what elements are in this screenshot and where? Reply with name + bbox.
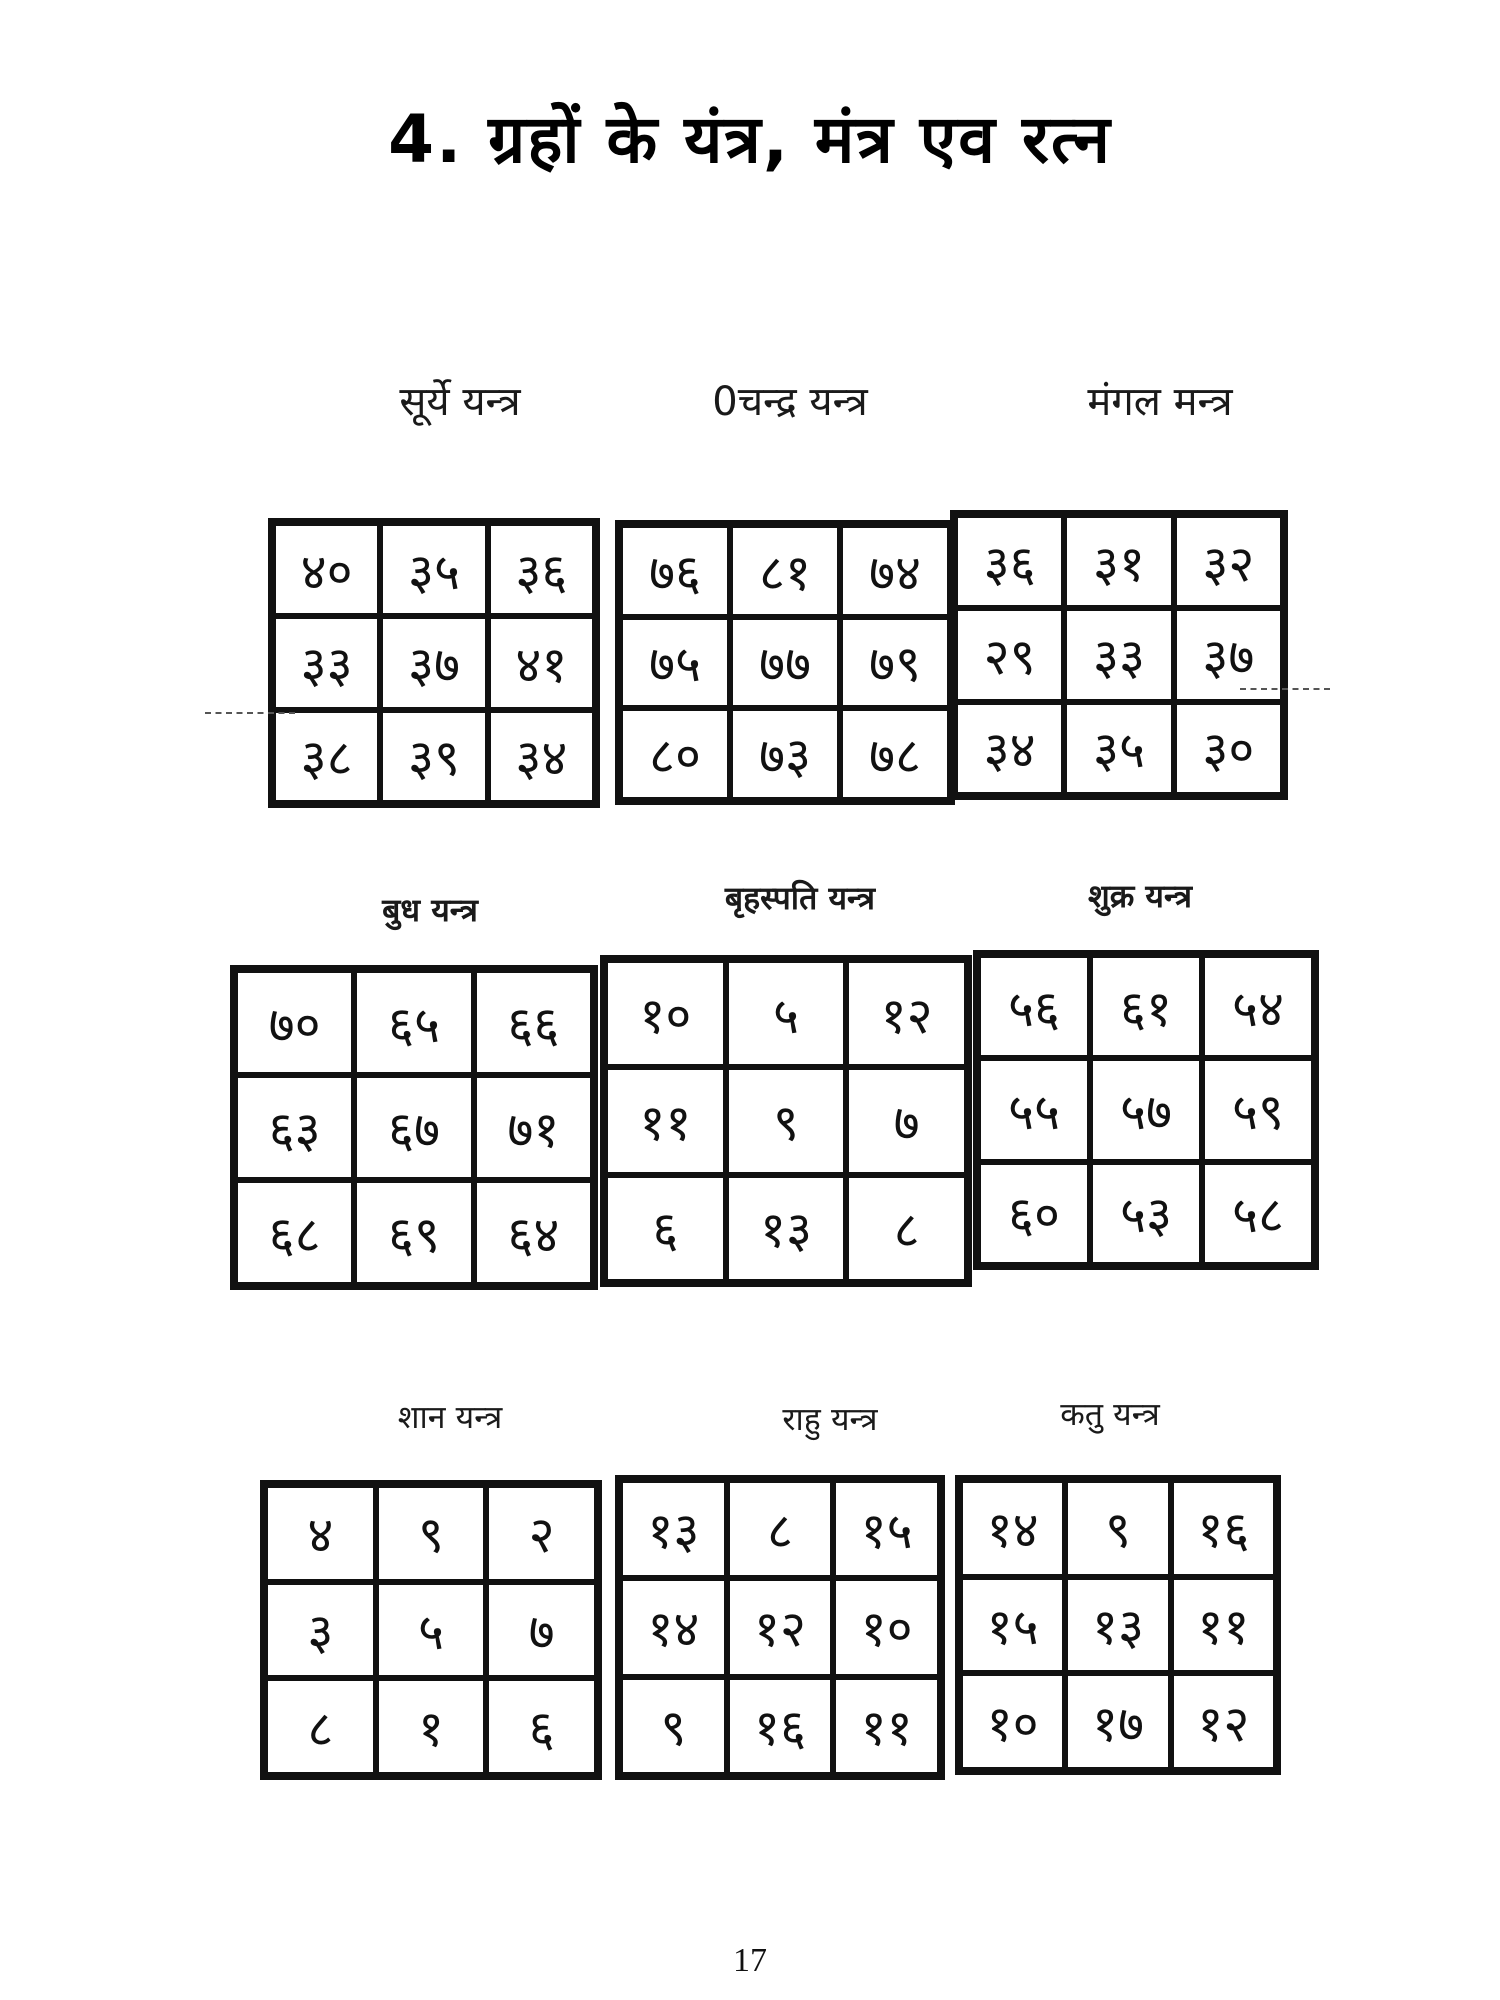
yantra-cell: ११ (605, 1067, 726, 1174)
yantra-cell: ७६ (620, 525, 730, 617)
yantra-cell: १४ (620, 1578, 727, 1676)
yantra-cell: १४ (960, 1480, 1065, 1577)
yantra-cell: ६८ (235, 1180, 354, 1285)
yantra-cell: ९ (726, 1067, 847, 1174)
yantra-grid-mangal (950, 510, 1288, 800)
page-number: 17 (733, 1942, 767, 1979)
yantra-cell: ६० (978, 1162, 1090, 1265)
yantra-cell: ६३ (235, 1075, 354, 1180)
yantra-cell: ८ (265, 1678, 376, 1775)
yantra-cell: ७७ (730, 617, 840, 709)
yantra-label-chandra: 0चन्द्र यन्त्र (712, 379, 868, 425)
yantra-cell: १२ (727, 1578, 834, 1676)
yantra-cell: २९ (955, 608, 1064, 701)
yantra-cell: ५३ (1090, 1162, 1202, 1265)
yantra-cell: ३६ (488, 523, 595, 616)
yantra-cell: ३५ (1064, 702, 1173, 795)
yantra-label-brihaspati: बृहस्पति यन्त्र (724, 879, 876, 917)
yantra-cell: ६ (486, 1678, 597, 1775)
yantra-cell: ३८ (273, 710, 380, 803)
yantra-cell: ८ (846, 1175, 967, 1282)
yantra-cell: ९ (1065, 1480, 1170, 1577)
yantra-cell: ६९ (354, 1180, 473, 1285)
yantra-label-budh: बुध यन्त्र (382, 891, 478, 929)
yantra-cell: ३५ (380, 523, 487, 616)
yantra-cell: १० (605, 960, 726, 1067)
yantra-grid-ketu (955, 1475, 1281, 1775)
yantra-cell: ३४ (488, 710, 595, 803)
yantra-cell: २ (486, 1485, 597, 1582)
yantra-cell: ७४ (840, 525, 950, 617)
yantra-cell: १३ (1065, 1577, 1170, 1674)
yantra-cell: ७८ (840, 708, 950, 800)
yantra-cell: ७१ (474, 1075, 593, 1180)
yantra-cell: ५९ (1202, 1058, 1314, 1161)
yantra-label-shani: शान यन्त्र (397, 1398, 503, 1436)
yantra-grid-rahu (615, 1475, 945, 1780)
yantra-cell: ३२ (1174, 515, 1283, 608)
yantra-cell: १३ (726, 1175, 847, 1282)
yantra-grid-shani (260, 1480, 602, 1780)
yantra-cell: १३ (620, 1480, 727, 1578)
yantra-cell: १५ (833, 1480, 940, 1578)
page-title: 4. ग्रहों के यंत्र, मंत्र एव रत्न (388, 101, 1112, 178)
yantra-cell: ७५ (620, 617, 730, 709)
yantra-grid-surya (268, 518, 600, 808)
yantra-cell: ५६ (978, 955, 1090, 1058)
yantra-cell: ६७ (354, 1075, 473, 1180)
yantra-cell: ६१ (1090, 955, 1202, 1058)
yantra-cell: ३९ (380, 710, 487, 803)
yantra-cell: ७० (235, 970, 354, 1075)
yantra-cell: ६ (605, 1175, 726, 1282)
yantra-cell: ५५ (978, 1058, 1090, 1161)
yantra-cell: ६५ (354, 970, 473, 1075)
yantra-cell: ५ (376, 1582, 487, 1679)
yantra-cell: ३३ (1064, 608, 1173, 701)
yantra-label-surya: सूर्ये यन्त्र (399, 379, 521, 425)
yantra-cell: १० (960, 1673, 1065, 1770)
yantra-cell: ४१ (488, 616, 595, 709)
yantra-cell: १६ (727, 1677, 834, 1775)
yantra-cell: ७३ (730, 708, 840, 800)
yantra-cell: ७ (846, 1067, 967, 1174)
yantra-cell: ५७ (1090, 1058, 1202, 1161)
yantra-cell: ३७ (1174, 608, 1283, 701)
yantra-cell: १७ (1065, 1673, 1170, 1770)
yantra-cell: ४ (265, 1485, 376, 1582)
yantra-label-rahu: राहु यन्त्र (782, 1400, 878, 1438)
yantra-grid-budh (230, 965, 598, 1290)
yantra-cell: १ (376, 1678, 487, 1775)
yantra-cell: ३० (1174, 702, 1283, 795)
yantra-grid-brihaspati (600, 955, 972, 1287)
yantra-cell: ८ (727, 1480, 834, 1578)
yantra-cell: ११ (1171, 1577, 1276, 1674)
yantra-cell: १६ (1171, 1480, 1276, 1577)
scan-artefact-line (205, 712, 295, 714)
yantra-cell: ५४ (1202, 955, 1314, 1058)
yantra-cell: ११ (833, 1677, 940, 1775)
yantra-grid-chandra (615, 520, 955, 805)
yantra-cell: ६४ (474, 1180, 593, 1285)
yantra-cell: ५८ (1202, 1162, 1314, 1265)
yantra-cell: ८० (620, 708, 730, 800)
yantra-cell: ६६ (474, 970, 593, 1075)
yantra-cell: ३६ (955, 515, 1064, 608)
yantra-label-ketu: कतु यन्त्र (1060, 1395, 1160, 1433)
scan-artefact-line (1240, 688, 1330, 690)
yantra-cell: १२ (846, 960, 967, 1067)
yantra-cell: ५ (726, 960, 847, 1067)
yantra-label-mangal: मंगल मन्त्र (1087, 379, 1233, 425)
yantra-cell: ३ (265, 1582, 376, 1679)
yantra-cell: ७९ (840, 617, 950, 709)
yantra-cell: ८१ (730, 525, 840, 617)
yantra-cell: ३३ (273, 616, 380, 709)
yantra-cell: १५ (960, 1577, 1065, 1674)
yantra-cell: ३७ (380, 616, 487, 709)
yantra-cell: १० (833, 1578, 940, 1676)
yantra-cell: ९ (620, 1677, 727, 1775)
yantra-label-shukra: शुक्र यन्त्र (1087, 877, 1193, 915)
yantra-cell: ९ (376, 1485, 487, 1582)
yantra-cell: ३४ (955, 702, 1064, 795)
yantra-cell: ७ (486, 1582, 597, 1679)
yantra-cell: ४० (273, 523, 380, 616)
yantra-cell: ३१ (1064, 515, 1173, 608)
yantra-grid-shukra (973, 950, 1319, 1270)
yantra-cell: १२ (1171, 1673, 1276, 1770)
